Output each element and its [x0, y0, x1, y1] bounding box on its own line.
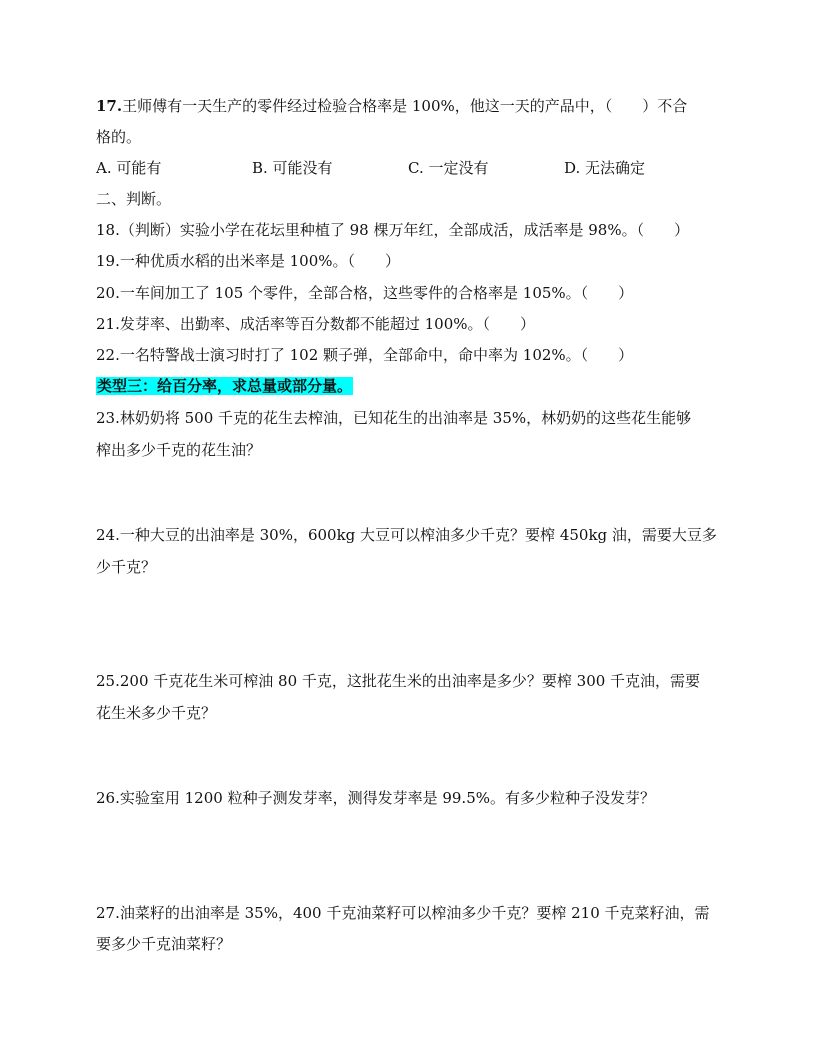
judgment-22: 22.一名特警战士演习时打了 102 颗子弹，全部命中，命中率为 102%。（ ）	[96, 346, 634, 364]
problem-23-line1: 23.林奶奶将 500 千克的花生去榨油，已知花生的出油率是 35%，林奶奶的这些花生能够	[96, 409, 692, 427]
judgment-21: 21.发芽率、出勤率、成活率等百分数都不能超过 100%。（ ）	[96, 315, 536, 333]
q17-number: 17.	[96, 97, 123, 115]
option-d: D. 无法确定	[564, 159, 646, 177]
q17-line1	[96, 96, 687, 116]
judgment-18: 18.（判断）实验小学在花坛里种植了 98 棵万年红，全部成活，成活率是 98%。（ ）	[96, 221, 690, 239]
option-a: A. 可能有	[96, 159, 162, 177]
section2-title: 二、判断。	[96, 190, 172, 208]
option-c: C. 一定没有	[408, 159, 489, 177]
type3-heading: 类型三：给百分率，求总量或部分量。	[97, 377, 353, 395]
problem-26-line1: 26.实验室用 1200 粒种子测发芽率，测得发芽率是 99.5%。有多少粒种子没发芽？	[96, 789, 655, 807]
q17-text-line1: 王师傅有一天生产的零件经过检验合格率是 100%，他这一天的产品中，（ ）不合	[122, 97, 688, 115]
problem-23-line2: 榨出多少千克的花生油？	[96, 441, 262, 459]
problem-25-line2: 花生米多少千克？	[96, 704, 217, 722]
problem-24-line2: 少千克？	[96, 558, 157, 576]
judgment-20: 20.一车间加工了 105 个零件，全部合格，这些零件的合格率是 105%。（ ）	[96, 284, 634, 302]
option-b: B. 可能没有	[252, 159, 333, 177]
type3-heading-row	[96, 376, 353, 396]
problem-27-line1: 27.油菜籽的出油率是 35%，400 千克油菜籽可以榨油多少千克？要榨 210 千克菜籽油，需	[96, 904, 710, 922]
problem-27-line2: 要多少千克油菜籽？	[96, 935, 232, 953]
problem-24-line1: 24.一种大豆的出油率是 30%，600kg 大豆可以榨油多少千克？要榨 450kg 油，需要大豆多	[96, 526, 717, 544]
q17-text-line2: 格的。	[96, 128, 142, 146]
q17-options	[96, 158, 696, 178]
judgment-19: 19.一种优质水稻的出米率是 100%。（ ）	[96, 252, 401, 270]
problem-25-line1: 25.200 千克花生米可榨油 80 千克，这批花生米的出油率是多少？要榨 300 千克油，需要	[96, 672, 701, 690]
